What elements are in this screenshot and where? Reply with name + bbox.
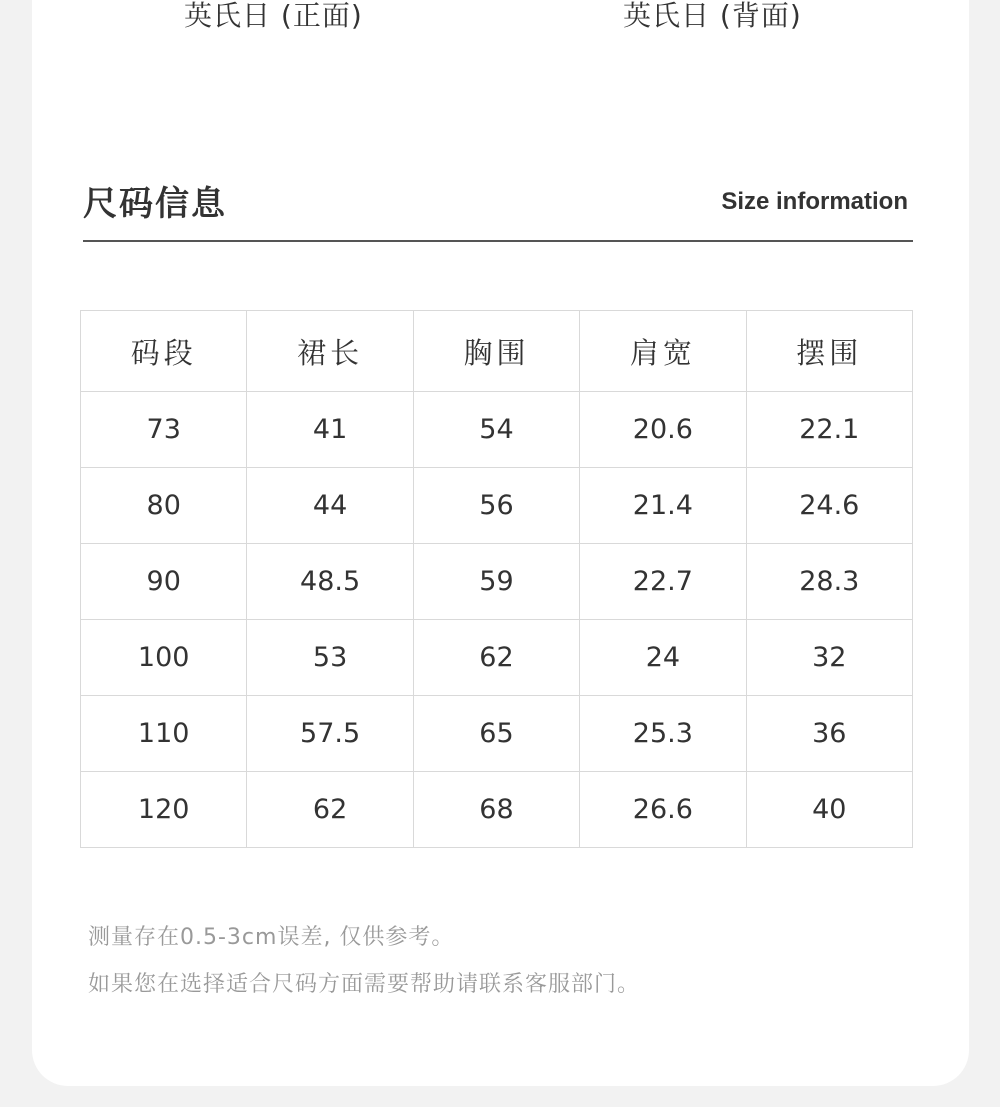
table-cell: 25.3 [580,696,746,772]
header-length: 裙长 [247,311,413,392]
table-row [81,392,913,468]
table-cell: 22.1 [746,392,912,468]
table-cell: 59 [413,544,579,620]
measurement-note: 测量存在0.5-3cm误差, 仅供参考。 [88,925,455,950]
table-cell: 44 [247,468,413,544]
table-cell: 53 [247,620,413,696]
table-cell: 90 [81,544,247,620]
table-cell: 24.6 [746,468,912,544]
back-view-caption: 英氏日 (背面) [623,0,802,32]
table-cell: 26.6 [580,772,746,848]
table-cell: 56 [413,468,579,544]
table-cell: 110 [81,696,247,772]
table-header-row [81,311,913,392]
table-cell: 68 [413,772,579,848]
table-cell: 22.7 [580,544,746,620]
table-cell: 100 [81,620,247,696]
table-cell: 62 [247,772,413,848]
section-subtitle: Size information [721,188,908,215]
table-cell: 28.3 [746,544,912,620]
header-hem: 摆围 [746,311,912,392]
table-cell: 57.5 [247,696,413,772]
header-size: 码段 [81,311,247,392]
table-row [81,696,913,772]
table-cell: 54 [413,392,579,468]
table-cell: 73 [81,392,247,468]
size-table [80,310,913,848]
table-row [81,468,913,544]
section-divider [83,240,913,242]
table-cell: 48.5 [247,544,413,620]
section-title: 尺码信息 [83,184,227,224]
table-cell: 21.4 [580,468,746,544]
table-row [81,620,913,696]
table-cell: 65 [413,696,579,772]
header-chest: 胸围 [413,311,579,392]
table-cell: 40 [746,772,912,848]
table-cell: 62 [413,620,579,696]
help-note: 如果您在选择适合尺码方面需要帮助请联系客服部门。 [88,972,641,997]
table-cell: 24 [580,620,746,696]
front-view-caption: 英氏日 (正面) [184,0,363,32]
table-cell: 41 [247,392,413,468]
table-cell: 120 [81,772,247,848]
table-cell: 32 [746,620,912,696]
header-shoulder: 肩宽 [580,311,746,392]
table-row [81,772,913,848]
table-row [81,544,913,620]
table-cell: 80 [81,468,247,544]
table-cell: 20.6 [580,392,746,468]
table-cell: 36 [746,696,912,772]
